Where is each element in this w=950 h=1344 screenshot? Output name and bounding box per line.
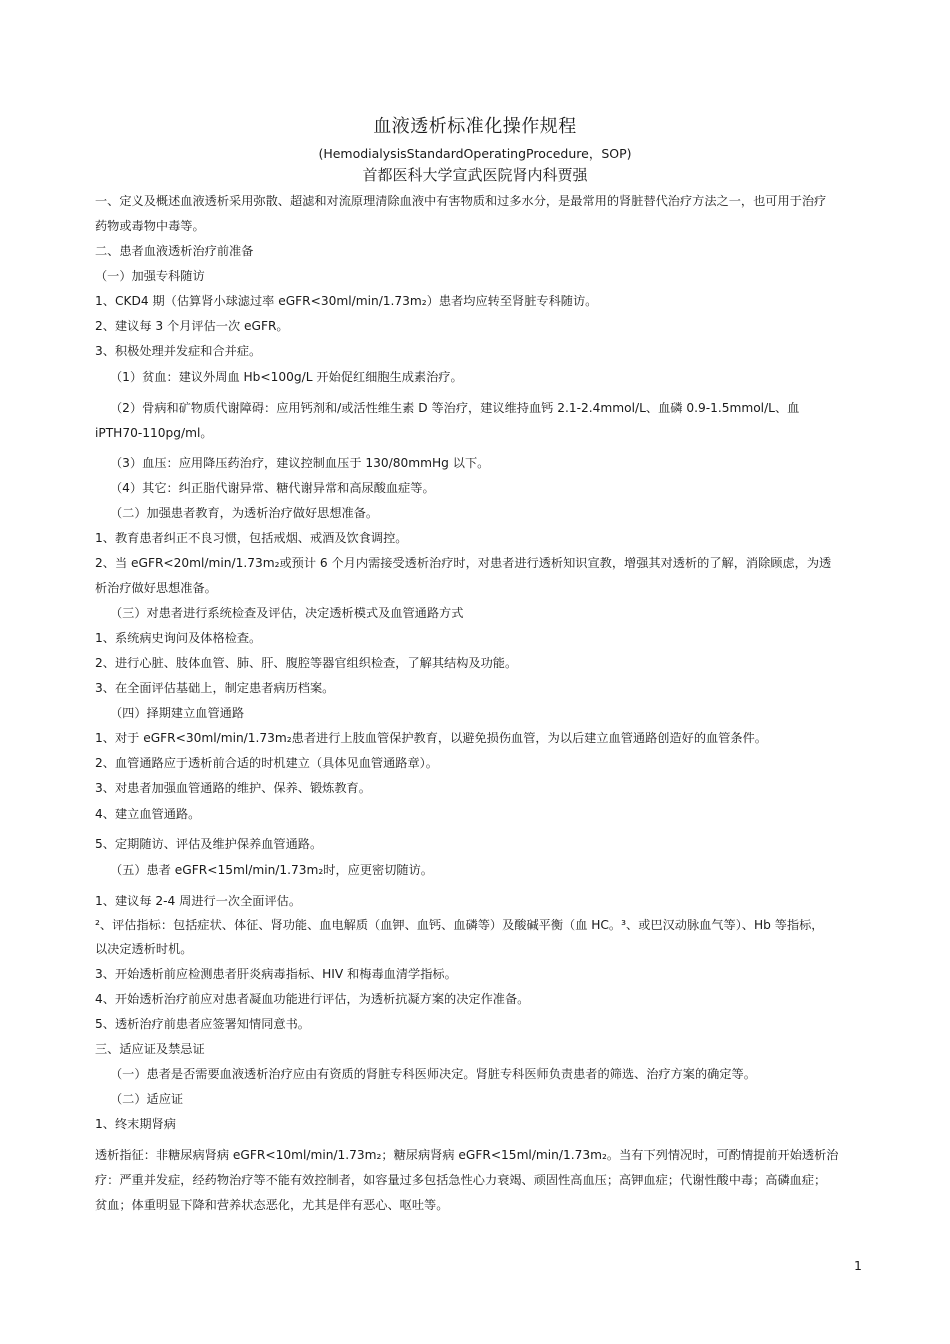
- text-line: （4）其它：纠正脂代谢异常、糖代谢异常和高尿酸血症等。: [110, 481, 435, 495]
- text-line: 一、定义及概述血液透析采用弥散、超滤和对流原理清除血液中有害物质和过多水分，是最常用的肾脏替代治疗方法之一，也可用于治疗: [95, 194, 827, 208]
- subsection-heading: （五）患者 eGFR<15ml/min/1.73m₂时，应更密切随访。: [110, 863, 433, 877]
- text-line: （2）骨病和矿物质代谢障碍：应用钙剂和/或活性维生素 D 等治疗，建议维持血钙 2.1-2.4mmol/L、血磷 0.9-1.5mmol/L、血: [110, 401, 800, 415]
- text-line: 5、透析治疗前患者应签署知情同意书。: [95, 1017, 310, 1031]
- text-line: 1、系统病史询问及体格检查。: [95, 631, 262, 645]
- subsection-heading: （一）加强专科随访: [95, 269, 205, 283]
- text-line: 3、在全面评估基础上，制定患者病历档案。: [95, 681, 335, 695]
- text-line: （3）血压：应用降压药治疗，建议控制血压于 130/80mmHg 以下。: [110, 456, 490, 470]
- section-heading: 二、患者血液透析治疗前准备: [95, 244, 254, 258]
- document-author: 首都医科大学宣武医院肾内科贾强: [362, 166, 588, 184]
- subsection-heading: （二）加强患者教育，为透析治疗做好思想准备。: [110, 506, 379, 520]
- subsection-heading: （三）对患者进行系统检查及评估，决定透析模式及血管通路方式: [110, 606, 464, 620]
- document-subtitle: (HemodialysisStandardOperatingProcedure，SOP): [318, 146, 632, 161]
- text-line: 2、当 eGFR<20ml/min/1.73m₂或预计 6 个月内需接受透析治疗时，对患者进行透析知识宣教，增强其对透析的了解，消除顾虑，为透: [95, 556, 832, 570]
- text-line: 2、血管通路应于透析前合适的时机建立（具体见血管通路章）。: [95, 756, 438, 770]
- text-line: iPTH70-110pg/ml。: [95, 426, 213, 440]
- text-line: 1、教育患者纠正不良习惯，包括戒烟、戒酒及饮食调控。: [95, 531, 408, 545]
- document-title: 血液透析标准化操作规程: [373, 116, 577, 137]
- text-line: 3、积极处理并发症和合并症。: [95, 344, 262, 358]
- text-line: 1、终末期肾病: [95, 1117, 176, 1131]
- text-line: 2、进行心脏、肢体血管、肺、肝、腹腔等器官组织检查，了解其结构及功能。: [95, 656, 518, 670]
- section-heading: 三、适应证及禁忌证: [95, 1042, 205, 1056]
- subsection-heading: （四）择期建立血管通路: [110, 706, 245, 720]
- text-line: 以决定透析时机。: [95, 942, 193, 956]
- subsection-heading: （一）患者是否需要血液透析治疗应由有资质的肾脏专科医师决定。肾脏专科医师负责患者的筛选、治疗方案的确定等。: [110, 1067, 756, 1081]
- page-number: 1: [854, 1258, 862, 1273]
- text-line: 1、CKD4 期（估算肾小球滤过率 eGFR<30ml/min/1.73m₂）患者均应转至肾脏专科随访。: [95, 294, 598, 308]
- text-line: 3、对患者加强血管通路的维护、保养、锻炼教育。: [95, 781, 371, 795]
- text-line: 透析指征：非糖尿病肾病 eGFR<10ml/min/1.73m₂；糖尿病肾病 eGFR<15ml/min/1.73m₂。当有下列情况时，可酌情提前开始透析治: [95, 1148, 839, 1162]
- text-line: 2、建议每 3 个月评估一次 eGFR。: [95, 319, 289, 333]
- text-line: 1、对于 eGFR<30ml/min/1.73m₂患者进行上肢血管保护教育，以避免损伤血管，为以后建立血管通路创造好的血管条件。: [95, 731, 767, 745]
- text-line: （1）贫血：建议外周血 Hb<100g/L 开始促红细胞生成素治疗。: [110, 370, 463, 384]
- text-line: 4、开始透析治疗前应对患者凝血功能进行评估，为透析抗凝方案的决定作准备。: [95, 992, 530, 1006]
- text-line: 3、开始透析前应检测患者肝炎病毒指标、HIV 和梅毒血清学指标。: [95, 967, 457, 981]
- text-line: 贫血；体重明显下降和营养状态恶化，尤其是伴有恶心、呕吐等。: [95, 1198, 449, 1212]
- text-line: 疗：严重并发症，经药物治疗等不能有效控制者，如容量过多包括急性心力衰竭、顽固性高血压；高钾血症；代谢性酸中毒；高磷血症；: [95, 1173, 827, 1187]
- subsection-heading: （二）适应证: [110, 1092, 184, 1106]
- text-line: 析治疗做好思想准备。: [95, 581, 217, 595]
- text-line: 4、建立血管通路。: [95, 807, 201, 821]
- text-line: 1、建议每 2-4 周进行一次全面评估。: [95, 894, 302, 908]
- text-line: 药物或毒物中毒等。: [95, 219, 205, 233]
- text-line: 5、定期随访、评估及维护保养血管通路。: [95, 837, 323, 851]
- text-line: ²、评估指标：包括症状、体征、肾功能、血电解质（血钾、血钙、血磷等）及酸碱平衡（血 HC。³、或巴汉动脉血气等）、Hb 等指标，: [95, 918, 824, 932]
